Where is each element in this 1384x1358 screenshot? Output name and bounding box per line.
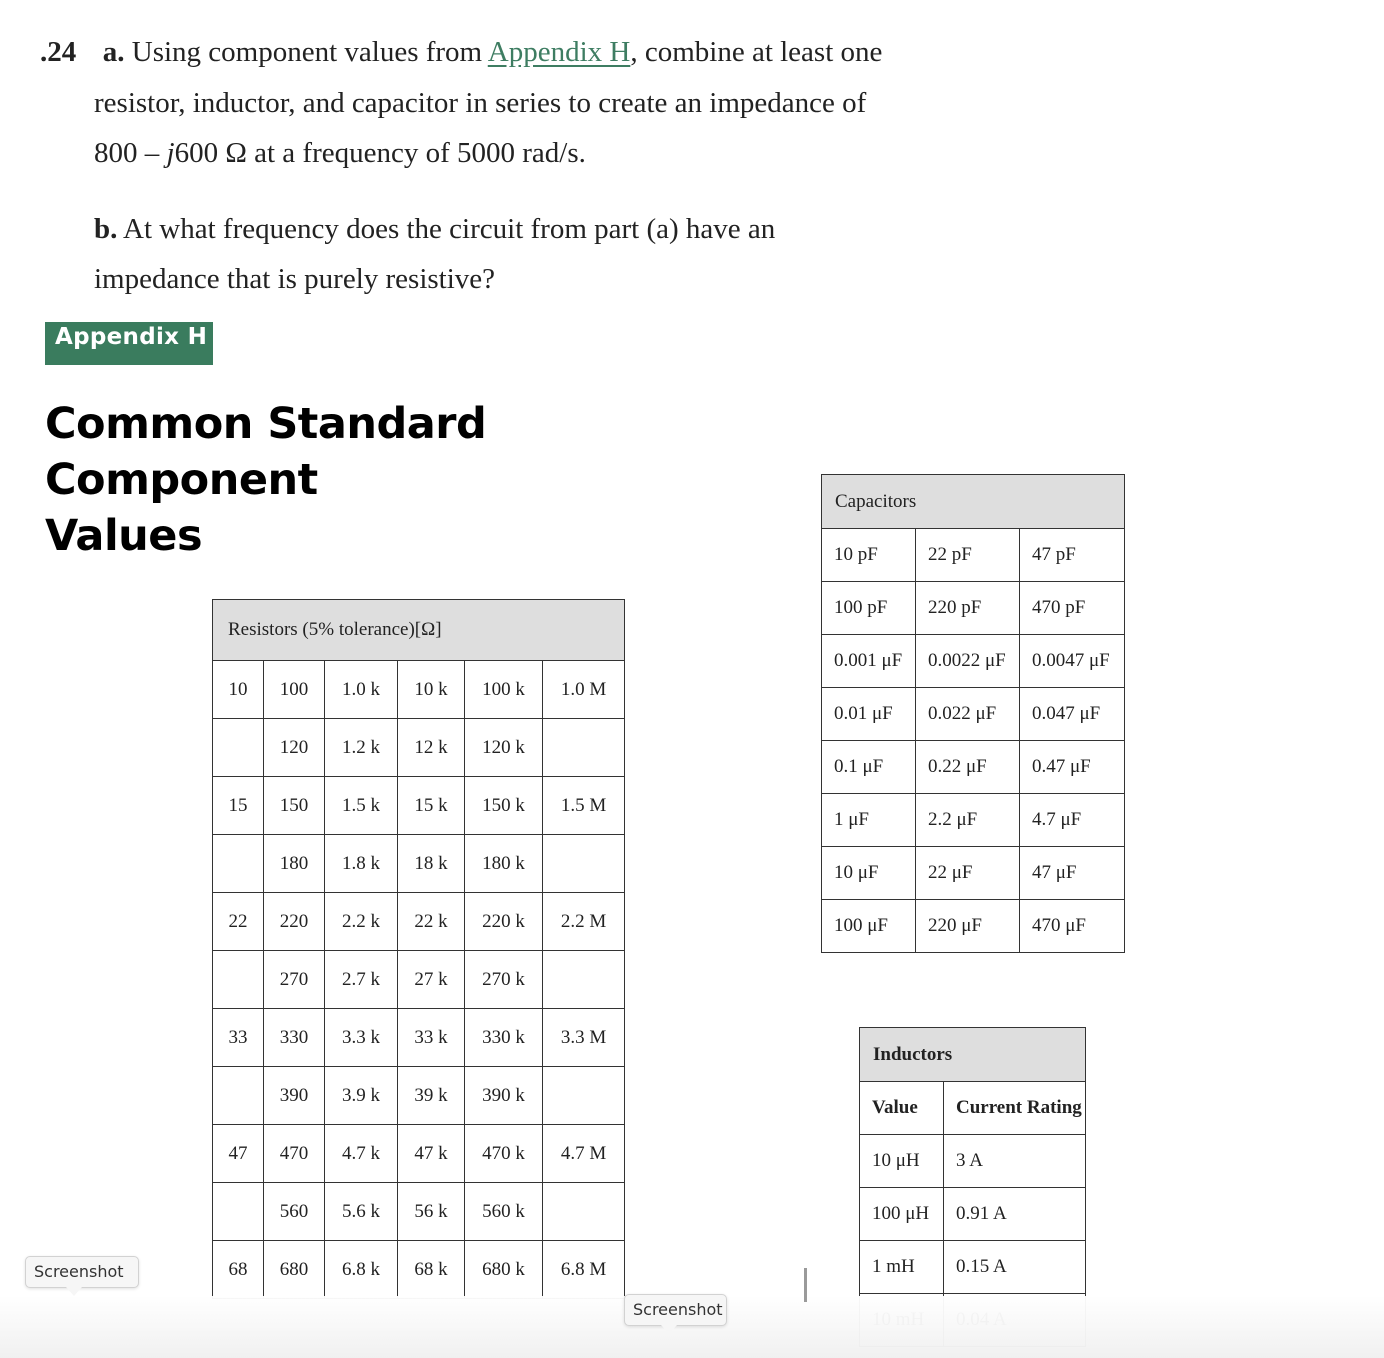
- inductor-row-cell: 3 A: [944, 1135, 1086, 1188]
- capacitor-row-cell: 0.1 μF: [822, 741, 916, 794]
- capacitor-row-cell: 0.01 μF: [822, 688, 916, 741]
- capacitor-row-cell: 220 pF: [916, 582, 1020, 635]
- capacitor-row-cell: 220 μF: [916, 900, 1020, 953]
- resistor-row-cell: 470 k: [465, 1125, 543, 1183]
- capacitor-row-cell: 1 μF: [822, 794, 916, 847]
- resistor-row-cell: 4.7 M: [543, 1125, 625, 1183]
- resistor-row-cell: 220: [264, 893, 325, 951]
- capacitor-row-cell: 22 pF: [916, 529, 1020, 582]
- page-title: [45, 396, 765, 564]
- resistor-row-cell: [543, 1067, 625, 1125]
- resistor-row-cell: 3.9 k: [325, 1067, 398, 1125]
- resistor-row: [213, 1067, 625, 1125]
- resistor-row: [213, 719, 625, 777]
- part-a-text-pre: Using component values from: [131, 36, 483, 68]
- capacitor-row-cell: 0.0047 μF: [1020, 635, 1125, 688]
- resistor-row-cell: 18 k: [398, 835, 465, 893]
- inductor-row: [860, 1135, 1086, 1188]
- part-b-line-1: [94, 212, 775, 246]
- capacitor-row: [822, 635, 1125, 688]
- capacitor-row-cell: 47 μF: [1020, 847, 1125, 900]
- resistor-row-cell: 10 k: [398, 661, 465, 719]
- capacitor-row: [822, 900, 1125, 953]
- capacitor-row-cell: 100 μF: [822, 900, 916, 953]
- resistor-row-cell: 68 k: [398, 1241, 465, 1299]
- capacitor-row-cell: 470 μF: [1020, 900, 1125, 953]
- resistor-row-cell: 1.8 k: [325, 835, 398, 893]
- part-b-text: At what frequency does the circuit from part (a) have an: [123, 213, 776, 245]
- resistor-row-cell: 3.3 M: [543, 1009, 625, 1067]
- resistor-row-cell: 15 k: [398, 777, 465, 835]
- resistor-row-cell: 5.6 k: [325, 1183, 398, 1241]
- part-b-label: b.: [94, 213, 118, 245]
- impedance-rest: 600 Ω at a frequency of 5000 rad/s.: [174, 137, 586, 169]
- capacitor-row-cell: 4.7 μF: [1020, 794, 1125, 847]
- resistor-row-cell: 470: [264, 1125, 325, 1183]
- resistor-row-cell: [543, 951, 625, 1009]
- resistor-row-cell: 180: [264, 835, 325, 893]
- resistor-row-cell: 56 k: [398, 1183, 465, 1241]
- capacitor-row-cell: 0.47 μF: [1020, 741, 1125, 794]
- resistor-row-cell: 150: [264, 777, 325, 835]
- resistor-row: [213, 777, 625, 835]
- resistor-row-cell: 220 k: [465, 893, 543, 951]
- resistor-row: [213, 1183, 625, 1241]
- resistor-row-cell: 390 k: [465, 1067, 543, 1125]
- part-a-text-post: , combine at least one: [630, 36, 883, 68]
- part-b-line-2: impedance that is purely resistive?: [94, 263, 496, 295]
- resistor-row-cell: 3.3 k: [325, 1009, 398, 1067]
- resistor-row-cell: 270 k: [465, 951, 543, 1009]
- resistor-row-cell: 4.7 k: [325, 1125, 398, 1183]
- resistor-row-cell: 39 k: [398, 1067, 465, 1125]
- resistor-row-cell: 180 k: [465, 835, 543, 893]
- inductors-col-rating: Current Rating: [944, 1082, 1086, 1135]
- inductors-col-value: Value: [860, 1082, 944, 1135]
- resistor-row-cell: 10: [213, 661, 264, 719]
- capacitor-row-cell: 0.022 μF: [916, 688, 1020, 741]
- capacitor-row: [822, 847, 1125, 900]
- capacitor-row-cell: 47 pF: [1020, 529, 1125, 582]
- capacitors-table-title: Capacitors: [822, 475, 1125, 529]
- resistor-row-cell: 22: [213, 893, 264, 951]
- resistor-row-cell: [543, 719, 625, 777]
- resistor-row-cell: 2.2 k: [325, 893, 398, 951]
- resistor-row-cell: 1.2 k: [325, 719, 398, 777]
- resistor-row-cell: [543, 1183, 625, 1241]
- screenshot-tooltip-right[interactable]: Screenshot: [624, 1294, 727, 1326]
- capacitor-row: [822, 688, 1125, 741]
- capacitors-table-body: [822, 529, 1125, 953]
- imaginary-unit: j: [166, 137, 175, 169]
- resistor-row-cell: 330: [264, 1009, 325, 1067]
- capacitor-row-cell: 0.0022 μF: [916, 635, 1020, 688]
- part-a-label: a.: [102, 36, 125, 68]
- resistor-row-cell: 560 k: [465, 1183, 543, 1241]
- resistor-row-cell: 15: [213, 777, 264, 835]
- inductor-row-cell: 0.91 A: [944, 1188, 1086, 1241]
- part-a-line-1: [40, 35, 882, 69]
- inductor-row-cell: 0.15 A: [944, 1241, 1086, 1294]
- capacitor-row: [822, 529, 1125, 582]
- capacitor-row-cell: 0.001 μF: [822, 635, 916, 688]
- resistor-row-cell: 680: [264, 1241, 325, 1299]
- resistor-row-cell: 22 k: [398, 893, 465, 951]
- resistor-row-cell: 33 k: [398, 1009, 465, 1067]
- inductor-row-cell: 100 μH: [860, 1188, 944, 1241]
- resistor-row-cell: 560: [264, 1183, 325, 1241]
- resistors-table-title: Resistors (5% tolerance)[Ω]: [213, 600, 625, 661]
- resistor-row-cell: 2.2 M: [543, 893, 625, 951]
- resistor-row-cell: 100 k: [465, 661, 543, 719]
- text-cursor: [804, 1268, 807, 1302]
- resistor-row-cell: [213, 951, 264, 1009]
- capacitor-row-cell: 0.047 μF: [1020, 688, 1125, 741]
- appendix-h-link[interactable]: Appendix H: [487, 36, 631, 68]
- page-title-line-2: Values: [45, 511, 203, 561]
- resistor-row-cell: [543, 835, 625, 893]
- resistor-row-cell: 1.5 M: [543, 777, 625, 835]
- resistor-row-cell: 47: [213, 1125, 264, 1183]
- capacitor-row-cell: 470 pF: [1020, 582, 1125, 635]
- resistor-row-cell: 680 k: [465, 1241, 543, 1299]
- capacitor-row: [822, 794, 1125, 847]
- appendix-badge: Appendix H: [45, 322, 213, 365]
- resistor-row: [213, 951, 625, 1009]
- part-a-line-2: resistor, inductor, and capacitor in series to create an impedance of: [94, 87, 867, 119]
- resistor-row-cell: 100: [264, 661, 325, 719]
- resistor-row-cell: 6.8 k: [325, 1241, 398, 1299]
- capacitor-row: [822, 741, 1125, 794]
- resistor-row-cell: [213, 719, 264, 777]
- resistor-row: [213, 661, 625, 719]
- resistor-row-cell: 1.0 M: [543, 661, 625, 719]
- resistor-row-cell: 47 k: [398, 1125, 465, 1183]
- capacitor-row-cell: 100 pF: [822, 582, 916, 635]
- resistor-row-cell: [213, 1183, 264, 1241]
- inductor-row: [860, 1188, 1086, 1241]
- resistor-row-cell: 2.7 k: [325, 951, 398, 1009]
- page-title-line-1: Common Standard Component: [45, 399, 487, 505]
- resistor-row-cell: 1.5 k: [325, 777, 398, 835]
- resistor-row-cell: 33: [213, 1009, 264, 1067]
- resistors-table-body: [213, 661, 625, 1299]
- capacitor-row-cell: 2.2 μF: [916, 794, 1020, 847]
- resistor-row-cell: 150 k: [465, 777, 543, 835]
- capacitor-row: [822, 582, 1125, 635]
- capacitors-table: [821, 474, 1125, 953]
- impedance-real: 800 –: [94, 137, 160, 169]
- resistor-row-cell: 120 k: [465, 719, 543, 777]
- resistors-table: [212, 599, 625, 1299]
- resistor-row-cell: [213, 1067, 264, 1125]
- inductor-row: [860, 1241, 1086, 1294]
- resistor-row-cell: 120: [264, 719, 325, 777]
- inductors-table-title: Inductors: [860, 1028, 1086, 1082]
- resistor-row: [213, 1241, 625, 1299]
- resistor-row: [213, 1125, 625, 1183]
- resistor-row-cell: 6.8 M: [543, 1241, 625, 1299]
- resistor-row-cell: 68: [213, 1241, 264, 1299]
- resistor-row-cell: 330 k: [465, 1009, 543, 1067]
- resistor-row: [213, 835, 625, 893]
- capacitor-row-cell: 10 pF: [822, 529, 916, 582]
- resistor-row-cell: 1.0 k: [325, 661, 398, 719]
- resistor-row-cell: 390: [264, 1067, 325, 1125]
- part-a-line-3: [94, 136, 586, 170]
- screenshot-tooltip-left[interactable]: Screenshot: [25, 1256, 139, 1288]
- tooltip-arrow-right: [661, 1325, 677, 1334]
- capacitor-row-cell: 22 μF: [916, 847, 1020, 900]
- tooltip-arrow-left: [66, 1287, 82, 1296]
- capacitor-row-cell: 0.22 μF: [916, 741, 1020, 794]
- inductors-header-row: [860, 1082, 1086, 1135]
- capacitor-row-cell: 10 μF: [822, 847, 916, 900]
- resistor-row-cell: 27 k: [398, 951, 465, 1009]
- inductor-row-cell: 10 μH: [860, 1135, 944, 1188]
- resistor-row: [213, 893, 625, 951]
- resistor-row-cell: 270: [264, 951, 325, 1009]
- inductor-row-cell: 1 mH: [860, 1241, 944, 1294]
- resistor-row: [213, 1009, 625, 1067]
- problem-number: .24: [40, 36, 77, 68]
- resistor-row-cell: 12 k: [398, 719, 465, 777]
- resistor-row-cell: [213, 835, 264, 893]
